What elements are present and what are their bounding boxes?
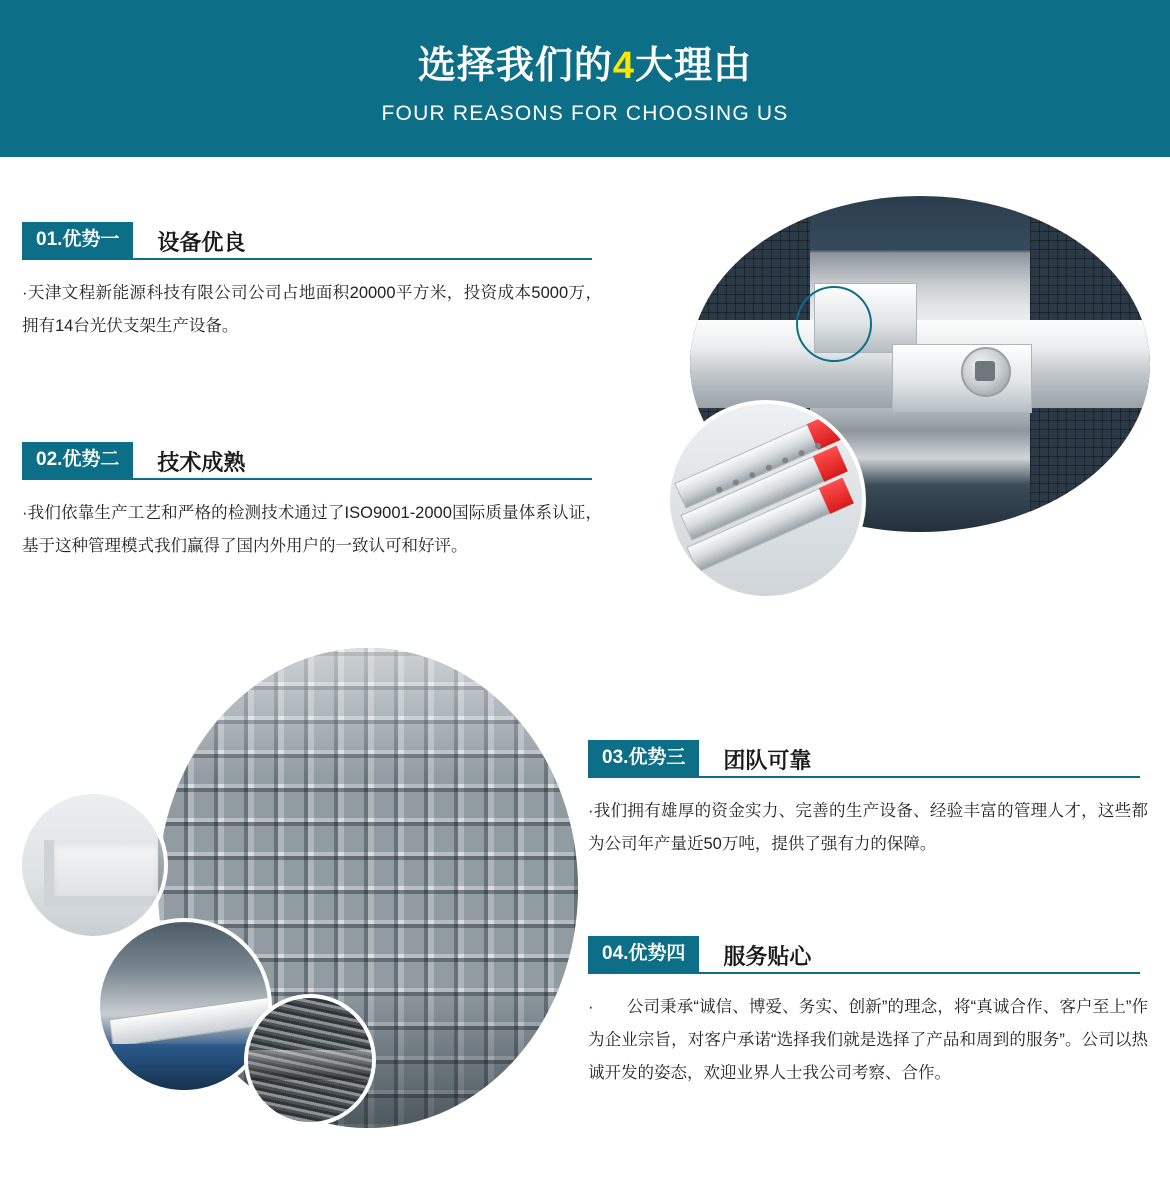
advantage-3-tag: 03.优势三: [588, 740, 699, 777]
c-channel-photo: [18, 790, 168, 940]
steel-bars-photo: [666, 400, 866, 600]
advantage-4-tag: 04.优势四: [588, 936, 699, 973]
advantage-1-title: 设备优良: [157, 230, 246, 255]
stack-highlight: [158, 648, 578, 782]
page-title: [0, 0, 1170, 90]
page-title-number: 4: [612, 45, 636, 87]
advantage-2-text: ·我们依靠生产工艺和严格的检测技术通过了ISO9001-2000国际质量体系认证，基于这种管理模式我们赢得了国内外用户的一致认可和好评。: [22, 504, 602, 555]
advantage-2-rule: [22, 478, 592, 480]
advantage-2-tag: 02.优势二: [22, 442, 133, 479]
advantage-block-4: [588, 936, 1148, 1107]
advantage-2-title: 技术成熟: [157, 450, 246, 475]
page-header: [0, 0, 1170, 157]
advantage-4-rule: [588, 972, 1140, 974]
advantage-3-title: 团队可靠: [723, 748, 812, 773]
coil-band: [244, 1050, 376, 1080]
advantage-1-tag: 01.优势一: [22, 222, 133, 259]
advantage-1-rule: [22, 258, 592, 260]
advantage-4-header: [588, 936, 1148, 973]
advantage-2-header: [22, 442, 602, 479]
page-title-prefix: 选择我们的: [417, 45, 613, 87]
advantage-4-text: · 公司秉承“诚信、博爱、务实、创新”的理念，将“真诚合作、客户至上”作为企业宗旨，对客户承诺“选择我们就是选择了产品和周到的服务”。公司以热诚开发的姿态，欢迎业界人士我公司考察、合作。: [588, 998, 1148, 1082]
advantage-1-header: [22, 222, 602, 259]
advantage-block-3: [588, 740, 1148, 878]
advantage-block-2: [22, 442, 602, 580]
machine-base: [100, 1044, 268, 1090]
c-channel-shape: [44, 840, 168, 906]
advantage-block-1: [22, 222, 602, 360]
decorative-ring-1: [796, 286, 872, 362]
advantage-4-title: 服务贴心: [723, 944, 812, 969]
advantage-3-header: [588, 740, 1148, 777]
advantage-3-text: ·我们拥有雄厚的资金实力、完善的生产设备、经验丰富的管理人才，这些都为公司年产量近50万吨，提供了强有力的保障。: [588, 802, 1148, 853]
page-title-suffix: 大理由: [635, 45, 753, 87]
advantage-1-text: ·天津文程新能源科技有限公司公司占地面积20000平方米，投资成本5000万，拥有14台光伏支架生产设备。: [22, 284, 602, 335]
page-subtitle: FOUR REASONS FOR CHOOSING US: [381, 102, 789, 125]
coil-photo: [244, 994, 376, 1126]
advantage-3-rule: [588, 776, 1140, 778]
